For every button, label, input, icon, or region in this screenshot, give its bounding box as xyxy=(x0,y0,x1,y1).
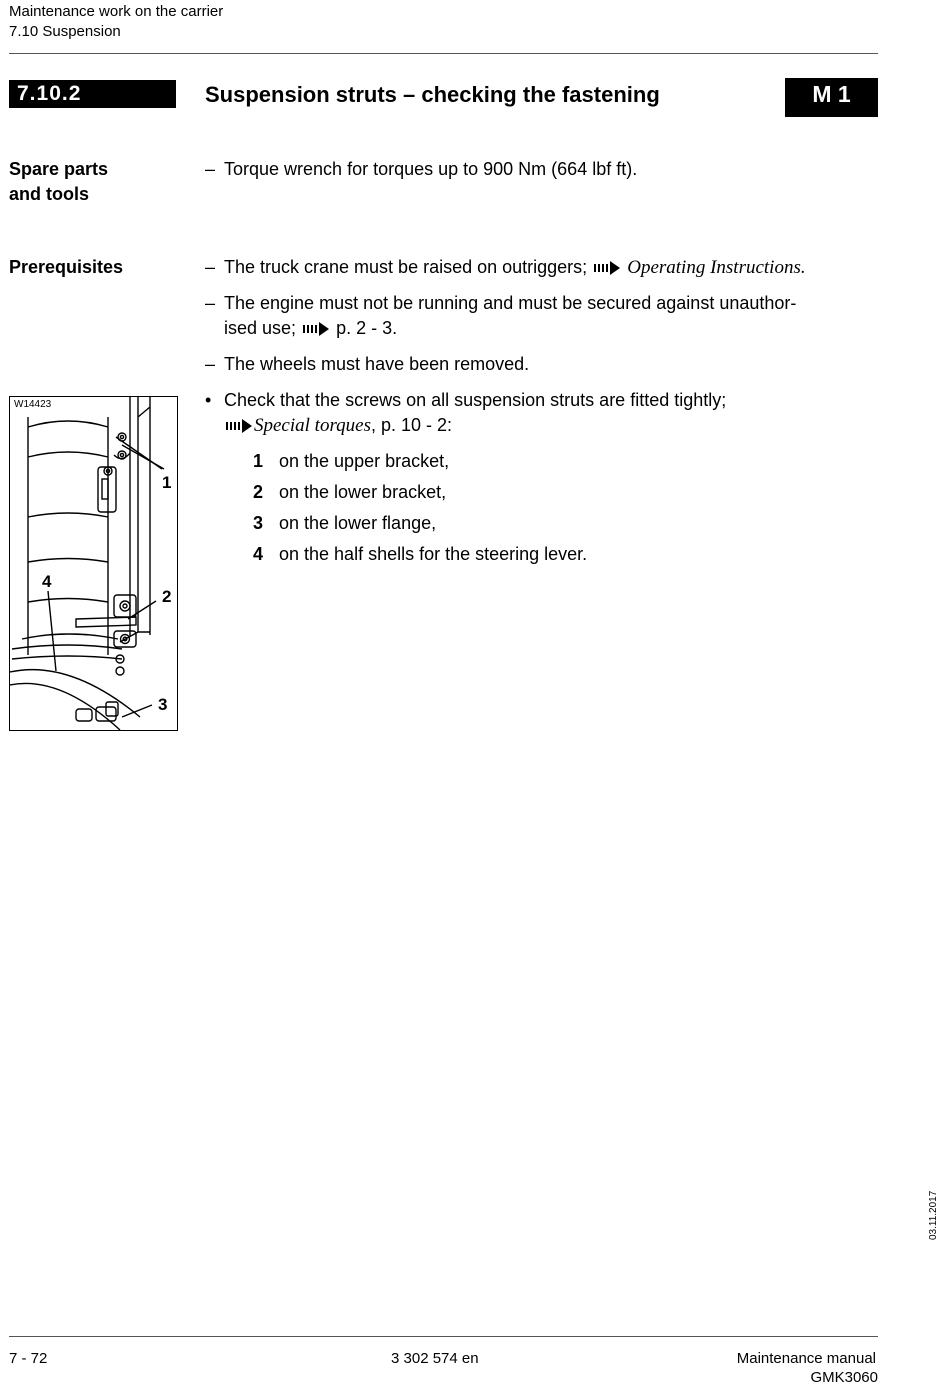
reference-arrow-icon xyxy=(594,261,620,275)
revision-date: 03.11.2017 xyxy=(928,1190,939,1240)
footer-divider xyxy=(9,1336,878,1337)
prerequisite-item-engine: – The engine must not be running and must be secured against unauthor- ised use; p. 2 - 3. xyxy=(205,293,797,338)
point-number: 1 xyxy=(253,451,264,471)
spare-parts-label: Spare parts and tools xyxy=(9,159,109,204)
point-number: 3 xyxy=(253,513,264,533)
page-number: 7 - 72 xyxy=(9,1350,48,1367)
prerequisite-item-wheels: – The wheels must have been removed. xyxy=(205,354,530,374)
callout-2: 2 xyxy=(162,587,172,606)
running-header-section: 7.10 Suspension xyxy=(9,23,121,40)
point-number: 4 xyxy=(253,544,264,564)
point-text: on the lower bracket, xyxy=(279,482,447,502)
point-number: 2 xyxy=(253,482,264,502)
prerequisites-label: Prerequisites xyxy=(9,257,124,277)
spare-parts-item: – Torque wrench for torques up to 900 Nm (664 lbf ft). xyxy=(205,159,638,179)
point-text: on the lower flange, xyxy=(279,513,437,533)
figure-id: W14423 xyxy=(14,399,52,410)
special-torques-link[interactable]: Special torques xyxy=(254,415,371,436)
operating-instructions-link[interactable]: Operating Instructions. xyxy=(627,257,806,278)
callout-3: 3 xyxy=(158,695,168,714)
callout-1: 1 xyxy=(162,473,172,492)
model-name: GMK3060 xyxy=(810,1369,878,1386)
point-text: on the half shells for the steering lever. xyxy=(279,544,588,564)
prerequisite-item-outriggers: – The truck crane must be raised on outriggers; Operating Instructions. xyxy=(205,257,806,278)
manual-title: Maintenance manual xyxy=(736,1350,876,1367)
suspension-strut-figure xyxy=(9,396,178,731)
page-reference-link[interactable]: p. 2 - 3. xyxy=(336,318,398,338)
document-number: 3 302 574 en xyxy=(391,1350,479,1367)
check-instruction: • Check that the screws on all suspension struts are fitted tightly; Special torques, p. 10 - 2: xyxy=(205,390,727,436)
reference-arrow-icon xyxy=(226,419,252,433)
callout-4: 4 xyxy=(42,572,52,591)
section-number: 7.10.2 xyxy=(9,80,176,108)
maintenance-interval-badge: M 1 xyxy=(785,78,878,117)
running-header-chapter: Maintenance work on the carrier xyxy=(9,3,224,20)
header-divider xyxy=(9,53,878,54)
section-title: Suspension struts – checking the fastening xyxy=(205,82,660,107)
point-text: on the upper bracket, xyxy=(279,451,450,471)
suspension-strut-drawing xyxy=(10,397,177,730)
reference-arrow-icon xyxy=(303,322,329,336)
